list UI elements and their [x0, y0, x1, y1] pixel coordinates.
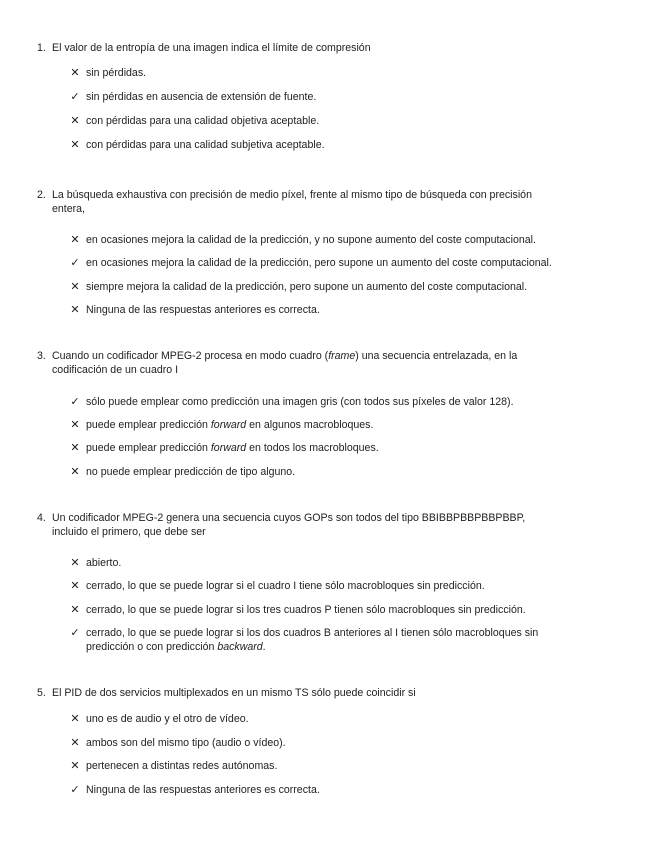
option-text: siempre mejora la calidad de la predicción, pero supone un aumento del coste computacional.	[86, 281, 528, 293]
cross-icon: ✕	[70, 604, 80, 616]
question-text	[52, 188, 640, 216]
option-text: pertenecen a distintas redes autónomas.	[86, 760, 278, 772]
question-text	[52, 349, 640, 377]
emphasis-term: backward	[217, 641, 263, 653]
option-text: en ocasiones mejora la calidad de la predicción, pero supone un aumento del coste computacional.	[86, 257, 552, 269]
check-icon: ✓	[70, 257, 80, 269]
text-part: puede emplear predicción	[86, 442, 211, 454]
text-part: ) una secuencia entrelazada, en la	[355, 350, 518, 362]
cross-icon: ✕	[70, 580, 80, 592]
option-1d	[0, 138, 655, 152]
option-text	[86, 418, 642, 432]
question-text: El PID de dos servicios multiplexados en un mismo TS sólo puede coincidir si	[52, 687, 416, 699]
question-text-line-2: incluido el primero, que debe ser	[52, 526, 206, 538]
option-5d	[0, 783, 655, 797]
text-part: en todos los macrobloques.	[246, 442, 379, 454]
option-text: sin pérdidas.	[86, 67, 147, 79]
option-text: abierto.	[86, 557, 122, 569]
option-3c	[0, 441, 655, 455]
option-1b	[0, 90, 655, 104]
cross-icon: ✕	[70, 442, 80, 454]
check-icon: ✓	[70, 396, 80, 408]
option-2a	[0, 233, 655, 247]
cross-icon: ✕	[70, 234, 80, 246]
option-text: Ninguna de las respuestas anteriores es correcta.	[86, 784, 320, 796]
option-text-line-1: cerrado, lo que se puede lograr si los dos cuadros B anteriores al I tienen sólo macrobloques sin	[86, 627, 539, 639]
cross-icon: ✕	[70, 466, 80, 478]
question-text-line-2: codificación de un cuadro I	[52, 364, 179, 376]
option-5b	[0, 736, 655, 750]
cross-icon: ✕	[70, 419, 80, 431]
cross-icon: ✕	[70, 281, 80, 293]
question-number: 5.	[37, 687, 46, 699]
emphasis-term: forward	[210, 419, 247, 431]
cross-icon: ✕	[70, 67, 80, 79]
option-4a	[0, 556, 655, 570]
text-part: en algunos macrobloques.	[246, 419, 374, 431]
question-text-line-1	[52, 349, 640, 363]
question-text-line-2: entera,	[52, 203, 85, 215]
option-text: con pérdidas para una calidad subjetiva aceptable.	[86, 139, 325, 151]
option-text: sólo puede emplear como predicción una imagen gris (con todos sus píxeles de valor 128).	[86, 396, 514, 408]
check-icon: ✓	[70, 91, 80, 103]
question-number: 4.	[37, 512, 46, 524]
check-icon: ✓	[70, 627, 80, 639]
question-text: El valor de la entropía de una imagen indica el límite de compresión	[52, 42, 371, 54]
option-text-line-2	[86, 640, 642, 654]
option-4c	[0, 603, 655, 617]
check-icon: ✓	[70, 784, 80, 796]
option-text	[86, 626, 642, 654]
option-text: cerrado, lo que se puede lograr si el cuadro I tiene sólo macrobloques sin predicción.	[86, 580, 485, 592]
cross-icon: ✕	[70, 760, 80, 772]
option-1c	[0, 114, 655, 128]
option-2d	[0, 303, 655, 317]
option-text	[86, 441, 642, 455]
option-text: en ocasiones mejora la calidad de la predicción, y no supone aumento del coste computacional.	[86, 234, 536, 246]
text-part: puede emplear predicción	[86, 419, 211, 431]
emphasis-term: forward	[210, 442, 247, 454]
text-part: Cuando un codificador MPEG-2 procesa en modo cuadro (	[52, 350, 329, 362]
option-2c	[0, 280, 655, 294]
question-number: 3.	[37, 350, 46, 362]
question-number: 1.	[37, 42, 46, 54]
cross-icon: ✕	[70, 737, 80, 749]
option-3d	[0, 465, 655, 479]
question-text	[52, 511, 640, 539]
question-text-line-1: Un codificador MPEG-2 genera una secuencia cuyos GOPs son todos del tipo BBIBBPBBPBBPBBP,	[52, 512, 526, 524]
cross-icon: ✕	[70, 115, 80, 127]
text-part: predicción o con predicción	[86, 641, 218, 653]
cross-icon: ✕	[70, 139, 80, 151]
question-number: 2.	[37, 189, 46, 201]
option-text: no puede emplear predicción de tipo alguno.	[86, 466, 296, 478]
cross-icon: ✕	[70, 304, 80, 316]
text-part: .	[262, 641, 266, 653]
option-3a	[0, 395, 655, 409]
option-5a	[0, 712, 655, 726]
option-text: cerrado, lo que se puede lograr si los tres cuadros P tienen sólo macrobloques sin predicción.	[86, 604, 526, 616]
option-text: Ninguna de las respuestas anteriores es correcta.	[86, 304, 320, 316]
option-1a	[0, 66, 655, 80]
cross-icon: ✕	[70, 557, 80, 569]
option-3b	[0, 418, 655, 432]
option-text: uno es de audio y el otro de vídeo.	[86, 713, 249, 725]
option-4d	[0, 626, 655, 654]
option-2b	[0, 256, 655, 270]
option-5c	[0, 759, 655, 773]
option-4b	[0, 579, 655, 593]
cross-icon: ✕	[70, 713, 80, 725]
option-text: ambos son del mismo tipo (audio o vídeo).	[86, 737, 286, 749]
option-text: sin pérdidas en ausencia de extensión de fuente.	[86, 91, 317, 103]
question-text-line-1: La búsqueda exhaustiva con precisión de medio píxel, frente al mismo tipo de búsqueda con precisión	[52, 189, 532, 201]
option-text: con pérdidas para una calidad objetiva aceptable.	[86, 115, 320, 127]
emphasis-term: frame	[328, 350, 356, 362]
